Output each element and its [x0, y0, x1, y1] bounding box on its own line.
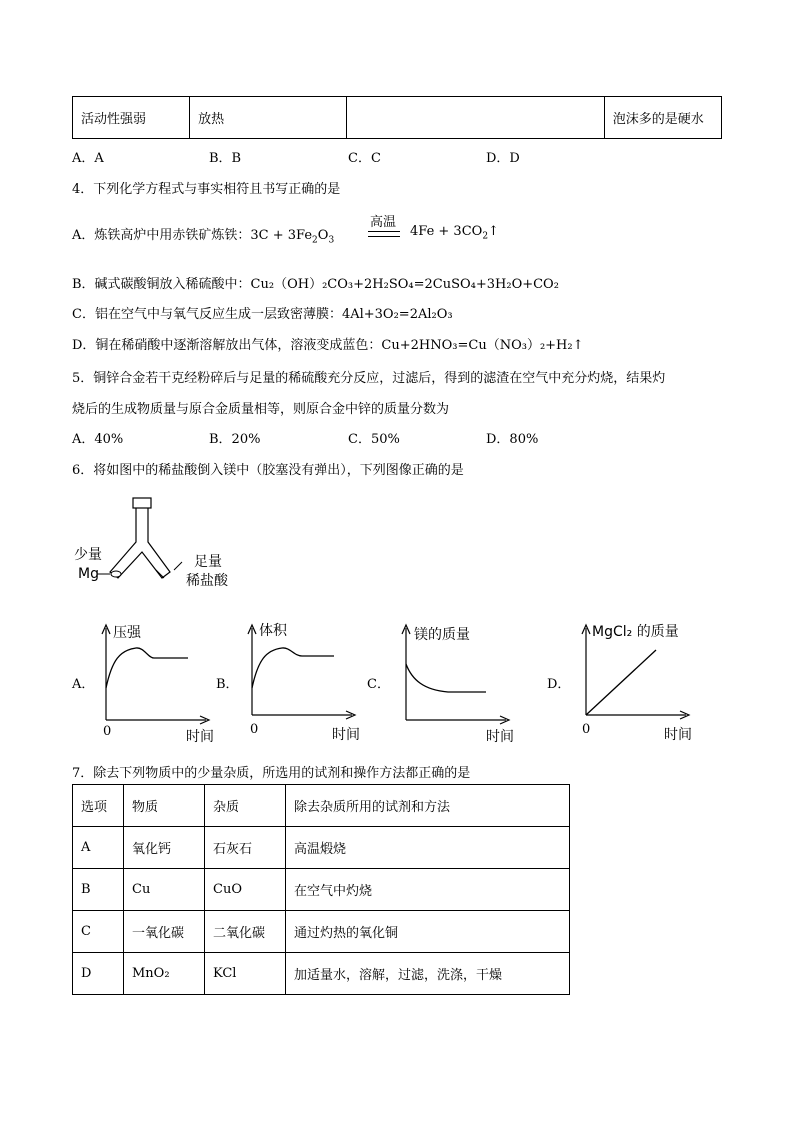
- q4-a-lhs-tail: O: [317, 228, 329, 243]
- top-cell: 泡沫多的是硬水: [604, 97, 721, 139]
- q3-option-d: D．D: [486, 151, 520, 166]
- table-cell: D: [73, 953, 124, 995]
- table-cell: 在空气中灼烧: [286, 869, 570, 911]
- top-table: [72, 96, 722, 139]
- table-row: [73, 911, 570, 953]
- header-cell: 选项: [73, 785, 124, 827]
- q4-option-d: D．铜在稀硝酸中逐渐溶解放出气体，溶液变成蓝色：Cu+2HNO₃=Cu（NO₃）₂+H₂↑: [72, 338, 584, 353]
- apparatus-label-zuliang: 足量: [194, 554, 222, 570]
- table-header-row: [73, 785, 570, 827]
- q7-stem: 7．除去下列物质中的少量杂质，所选用的试剂和操作方法都正确的是: [72, 766, 471, 781]
- q4-option-c: C．铝在空气中与氧气反应生成一层致密薄膜：4Al+3O₂=2Al₂O₃: [72, 307, 453, 322]
- apparatus-label-shaoliang: 少量: [74, 547, 102, 563]
- table-cell: 氧化钙: [124, 827, 205, 869]
- header-cell: 物质: [124, 785, 205, 827]
- graph-a-xlabel: 时间: [186, 729, 214, 745]
- q4-a-condition: 高温: [370, 215, 397, 230]
- graph-b-xlabel: 时间: [332, 727, 360, 743]
- q4-a-lhs: 3C + 3Fe: [250, 228, 313, 243]
- q4-a-rhs-tail: ↑: [488, 224, 499, 239]
- top-cell: [347, 97, 604, 139]
- q4-option-a: [72, 224, 334, 246]
- apparatus-label-acid: 稀盐酸: [186, 573, 228, 589]
- q5-stem-line1: 5．铜锌合金若干克经粉碎后与足量的稀硫酸充分反应，过滤后，得到的滤渣在空气中充分灼烧，结果灼: [72, 371, 666, 386]
- graph-d-origin: 0: [582, 722, 591, 737]
- table-cell: KCl: [205, 953, 286, 995]
- header-cell: 杂质: [205, 785, 286, 827]
- q4-a-rhs-wrap: [410, 224, 499, 242]
- q7-table: [72, 784, 570, 995]
- apparatus-label-mg: Mg: [78, 566, 99, 582]
- graph-c-option: C．: [367, 677, 390, 692]
- table-cell: CuO: [205, 869, 286, 911]
- y-tube-apparatus: [72, 492, 272, 592]
- table-cell: Cu: [124, 869, 205, 911]
- q6-stem: 6．将如图中的稀盐酸倒入镁中（胶塞没有弹出），下列图像正确的是: [72, 463, 464, 478]
- top-cell: 放热: [190, 97, 347, 139]
- graph-c-ylabel: 镁的质量: [414, 627, 470, 643]
- graph-d-xlabel: 时间: [664, 727, 692, 743]
- q5-option-b: B．20%: [209, 432, 261, 447]
- table-cell: MnO₂: [124, 953, 205, 995]
- graph-a-ylabel: 压强: [113, 625, 141, 641]
- graph-b-ylabel: 体积: [259, 623, 287, 639]
- table-cell: 加适量水，溶解，过滤，洗涤，干燥: [286, 953, 570, 995]
- graph-d-ylabel: MgCl₂ 的质量: [592, 624, 679, 640]
- graph-a-origin: 0: [103, 724, 112, 739]
- q4-option-b: B．碱式碳酸铜放入稀硫酸中：Cu₂（OH）₂CO₃+2H₂SO₄=2CuSO₄+3H₂O+CO₂: [72, 277, 559, 292]
- graph-d-option: D．: [547, 677, 571, 692]
- table-cell: A: [73, 827, 124, 869]
- graph-c-xlabel: 时间: [486, 729, 514, 745]
- table-cell: 通过灼热的氧化铜: [286, 911, 570, 953]
- q4-a-rhs: 4Fe + 3CO: [410, 224, 483, 239]
- q5-stem-line2: 烧后的生成物质量与原合金质量相等，则原合金中锌的质量分数为: [72, 402, 450, 417]
- q5-option-c: C．50%: [348, 432, 400, 447]
- graph-b-origin: 0: [250, 722, 259, 737]
- table-cell: 二氧化碳: [205, 911, 286, 953]
- graph-b-option: B．: [216, 677, 239, 692]
- q4-a-prefix: A．炼铁高炉中用赤铁矿炼铁：: [72, 228, 251, 243]
- table-cell: 一氧化碳: [124, 911, 205, 953]
- q4-a-lhs-sub: 2: [312, 235, 318, 246]
- q3-option-b: B．B: [209, 151, 242, 166]
- table-row: [73, 827, 570, 869]
- q4-a-lhs-sub2: 3: [328, 235, 335, 246]
- header-cell: 除去杂质所用的试剂和方法: [286, 785, 570, 827]
- q5-option-d: D．80%: [486, 432, 539, 447]
- q4-a-rhs-sub: 2: [482, 231, 489, 242]
- table-cell: B: [73, 869, 124, 911]
- top-cell: 活动性强弱: [73, 97, 190, 139]
- table-cell: 高温煅烧: [286, 827, 570, 869]
- q4-a-equals-sign: [368, 231, 400, 237]
- table-cell: C: [73, 911, 124, 953]
- q5-option-a: A．40%: [72, 432, 124, 447]
- table-row: [73, 953, 570, 995]
- table-row: [73, 869, 570, 911]
- q4-stem: 4．下列化学方程式与事实相符且书写正确的是: [72, 182, 341, 197]
- table-cell: 石灰石: [205, 827, 286, 869]
- q3-option-a: A．A: [72, 151, 104, 166]
- q3-option-c: C．C: [348, 151, 381, 166]
- graph-a-option: A．: [72, 677, 95, 692]
